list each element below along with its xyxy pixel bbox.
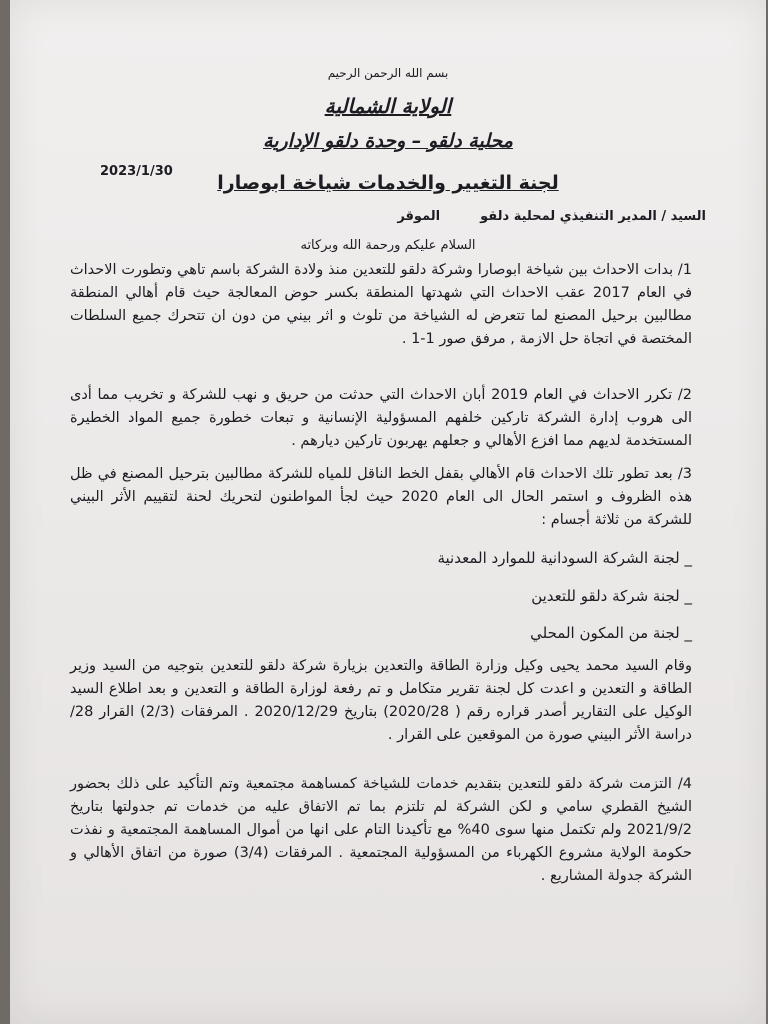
locality-title: محلية دلقو – وحدة دلقو الإدارية [263,130,513,152]
letter-page [10,0,766,1024]
committee-title: لجنة التغيير والخدمات شياخة ابوصارا [217,172,559,194]
addressee: السيد / المدير التنفيذي لمحلية دلقو [480,209,706,224]
paragraph-4: وقام السيد محمد يحيى وكيل وزارة الطاقة والتعدين بزيارة شركة دلقو للتعدين بتوجيه من السيد وزير الطاقة و التعدين و اعدت كل لجنة تقرير متكامل و تم رفعة لوزارة الطاقة و التعدين و بعد اطلاع السيد الوكيل على التقارير أصدر قراره رقم ( 2020/28) بتاريخ 2020/12/29 . المرفقات (2/3) القرار 28/ دراسة الأثر البيني صورة من الموقعين على القرار . [70,658,692,743]
addressee-honorific: الموقر [397,209,441,224]
greeting: السلام عليكم ورحمة الله وبركاته [300,238,476,253]
paragraph-2: 2/ تكرر الاحداث في العام 2019 أبان الاحداث التي حدثت من حريق و نهب للشركة و تخريب مما أدى الى هروب إدارة الشركة تاركين خلفهم المسؤولية الإنسانية و تبعات خطورة جميع المواد الخطيرة المستخدمة لديهم مما افزع الأهالي و جعلهم يهربون تاركين ديارهم . [70,387,692,449]
paragraph-3: 3/ بعد تطور تلك الاحداث قام الأهالي بقفل الخط الناقل للمياه للشركة مطالبين بترحيل المصنع في ظل هذه الظروف و استمر الحال الى العام 2020 حيث لجأ المواطنون لتحريك لحنة لتقييم الأثر البيني للشركة من ثلاثة أجسام : [70,466,692,528]
letter-date: 2023/1/30 [100,164,173,179]
paragraph-5: 4/ التزمت شركة دلقو للتعدين بتقديم خدمات للشياخة كمساهمة مجتمعية وتم التأكيد على ذلك بحضور الشيخ القطري سامي و لكن الشركة لم تلتزم بما تم الاتفاق عليه من خدمات تم جدولتها بتاريخ 2021/9/2 ولم تكتمل منها سوى 40% مع تأكيدنا التام على انها من أموال المساهمة المجتمعية و نفذت حكومة الولاية مشروع الكهرباء من المسؤولية المجتمعية . المرفقات (3/4) صورة من اتفاق الأهالي و الشركة جدولة المشاريع . [70,776,692,884]
addressee-line [397,209,706,224]
basmala: بسم الله الرحمن الرحيم [327,66,449,80]
paragraph-1: 1/ بدات الاحداث بين شياخة ابوصارا وشركة دلقو للتعدين منذ ولادة الشركة باسم تاهي وتطورت الاحداث في العام 2017 عقب الاحداث التي شهدتها المنطقة بكسر حوض المعالجة حيث قام أهالي المنطقة مطالبين برحيل المصنع لما تتعرض له الشياخة من تلوث و اثر بيني من دون ان تتحرك جميع السلطات المختصة في اتجاة حل الازمة , مرفق صور 1-1 . [70,262,692,347]
state-title: الولاية الشمالية [324,94,452,118]
list-item: _ لجنة من المكون المحلي [530,624,692,642]
list-item: _ لجنة شركة دلقو للتعدين [531,587,692,605]
list-item: _ لجنة الشركة السودانية للموارد المعدنية [437,549,692,567]
